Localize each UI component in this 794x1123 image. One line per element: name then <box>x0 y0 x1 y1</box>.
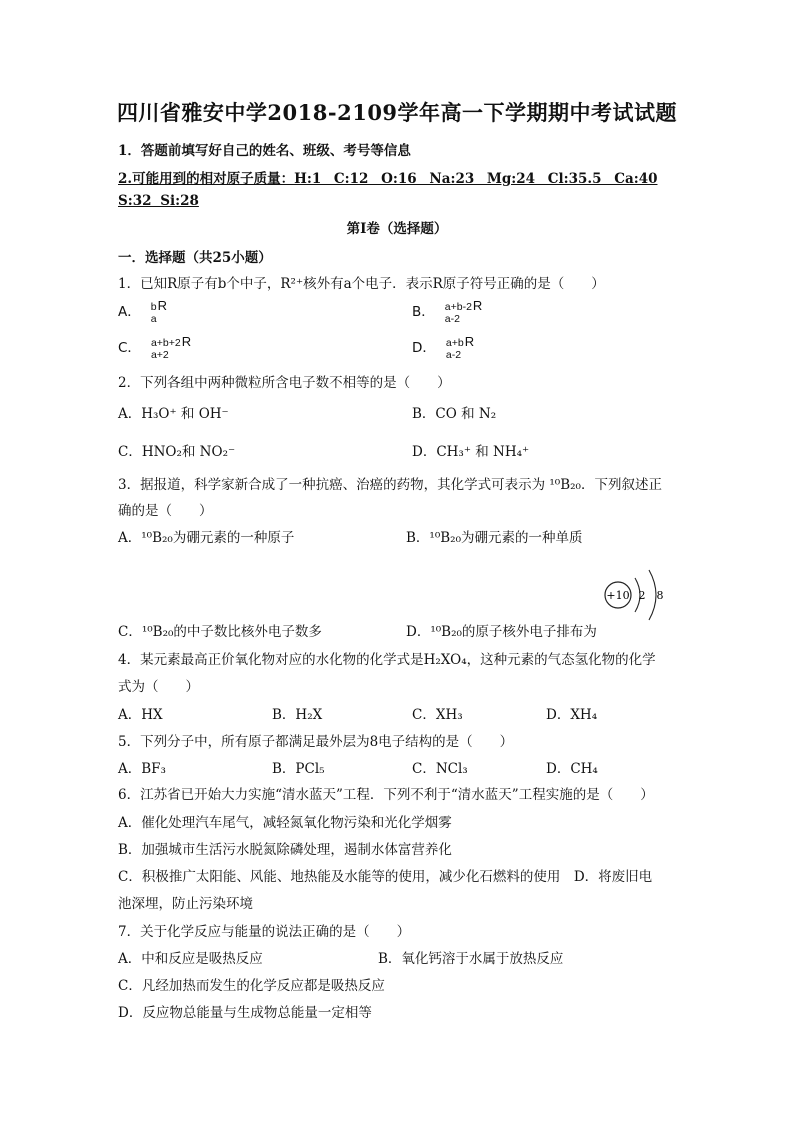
element-symbol: R <box>472 298 483 313</box>
element-symbol: R <box>181 334 192 349</box>
mass-number: a+b-2 <box>444 301 472 313</box>
question-4-option-a: A．HX <box>118 707 163 723</box>
atomic-number: a+2 <box>150 349 169 361</box>
question-2-option-b: B．CO 和 N₂ <box>412 406 497 422</box>
atomic-number: a-2 <box>444 313 460 325</box>
mass-number: a+b <box>445 337 464 349</box>
question-6-option-b: B．加强城市生活污水脱氮除磷处理，遏制水体富营养化 <box>118 842 452 858</box>
question-1-option-d <box>412 336 474 361</box>
nucleus-charge: +10 <box>606 589 630 602</box>
question-2-option-a: A．H₃O⁺ 和 OH⁻ <box>118 406 229 422</box>
question-4-option-c: C．XH₃ <box>412 707 463 723</box>
electron-shell-2 <box>649 570 656 620</box>
question-3-option-d: D．¹⁰B₂₀的原子核外电子排布为 <box>406 624 597 640</box>
question-1-option-c <box>118 336 191 361</box>
question-1-stem: 1．已知R原子有b个中子，R²⁺核外有a个电子．表示R原子符号正确的是（ ） <box>118 276 605 292</box>
question-7-option-b: B．氧化钙溶于水属于放热反应 <box>378 951 564 967</box>
shell-1-electrons: 2 <box>638 589 646 602</box>
element-symbol: R <box>157 298 167 313</box>
question-4-option-d: D．XH₄ <box>546 707 598 723</box>
question-5-option-b: B．PCl₅ <box>272 761 325 777</box>
question-7-option-a: A．中和反应是吸热反应 <box>118 951 263 967</box>
nuclide-symbol <box>445 300 483 325</box>
question-3-option-c: C．¹⁰B₂₀的中子数比核外电子数多 <box>118 624 322 640</box>
atomic-number: a-2 <box>445 349 462 361</box>
question-6-option-d-cont: 池深埋，防止污染环境 <box>118 896 253 912</box>
question-5-stem: 5．下列分子中，所有原子都满足最外层为8电子结构的是（ ） <box>118 734 514 750</box>
element-symbol: R <box>464 334 475 349</box>
atomic-structure-diagram <box>598 560 678 630</box>
note-1: 1．答题前填写好自己的姓名、班级、考号等信息 <box>118 143 411 159</box>
mass-number: b <box>150 301 157 313</box>
question-7-option-c: C．凡经加热而发生的化学反应都是吸热反应 <box>118 978 385 994</box>
note-2-cont: S:32 Si:28 <box>118 193 199 209</box>
mass-number: a+b+2 <box>150 337 181 349</box>
question-4-stem-cont: 式为（ ） <box>118 679 199 695</box>
question-3-stem-cont: 确的是（ ） <box>118 503 213 519</box>
question-4-stem: 4．某元素最高正价氧化物对应的水化物的化学式是H₂XO₄，这种元素的气态氢化物的化学 <box>118 652 656 668</box>
option-label: D． <box>412 340 436 356</box>
question-7-option-d: D．反应物总能量与生成物总能量一定相等 <box>118 1005 372 1021</box>
option-label: C． <box>118 340 141 356</box>
question-6-stem: 6．江苏省已开始大力实施“清水蓝天”工程．下列不利于“清水蓝天”工程实施的是（ ） <box>118 787 654 803</box>
question-3-stem: 3．据报道，科学家新合成了一种抗癌、治癌的药物，其化学式可表示为 ¹⁰B₂₀．下列叙述正 <box>118 477 662 493</box>
question-6-option-a: A．催化处理汽车尾气，减轻氮氧化物污染和光化学烟雾 <box>118 815 452 831</box>
question-5-option-a: A．BF₃ <box>118 761 166 777</box>
question-1-option-b <box>412 300 482 325</box>
volume-heading: 第Ⅰ卷（选择题） <box>346 221 448 237</box>
shell-2-electrons: 8 <box>656 589 664 602</box>
question-3-option-a: A．¹⁰B₂₀为硼元素的一种原子 <box>118 530 295 546</box>
question-2-stem: 2．下列各组中两种微粒所含电子数不相等的是（ ） <box>118 375 451 391</box>
question-7-stem: 7．关于化学反应与能量的说法正确的是（ ） <box>118 924 411 940</box>
option-label: A． <box>118 304 141 320</box>
nuclide-symbol <box>151 336 191 361</box>
option-label: B． <box>412 304 435 320</box>
question-5-option-c: C．NCl₃ <box>412 761 468 777</box>
question-6-option-c-d: C．积极推广太阳能、风能、地热能及水能等的使用，减少化石燃料的使用 D．将废旧电 <box>118 869 653 885</box>
page-title: 四川省雅安中学2018-2109学年高一下学期期中考试试题 <box>116 100 678 125</box>
question-3-option-b: B．¹⁰B₂₀为硼元素的一种单质 <box>406 530 583 546</box>
nuclide-symbol <box>446 336 474 361</box>
question-2-option-c: C．HNO₂和 NO₂⁻ <box>118 444 236 460</box>
section-heading: 一．选择题（共25小题） <box>118 250 272 266</box>
question-5-option-d: D．CH₄ <box>546 761 598 777</box>
note-2: 2.可能用到的相对原子质量：H:1 C:12 O:16 Na:23 Mg:24 Cl:35.5 Ca:40 <box>118 171 658 187</box>
question-4-option-b: B．H₂X <box>272 707 323 723</box>
nuclide-symbol <box>151 300 167 325</box>
question-2-option-d: D．CH₃⁺ 和 NH₄⁺ <box>412 444 530 460</box>
atomic-number: a <box>150 313 157 325</box>
question-1-option-a <box>118 300 167 325</box>
